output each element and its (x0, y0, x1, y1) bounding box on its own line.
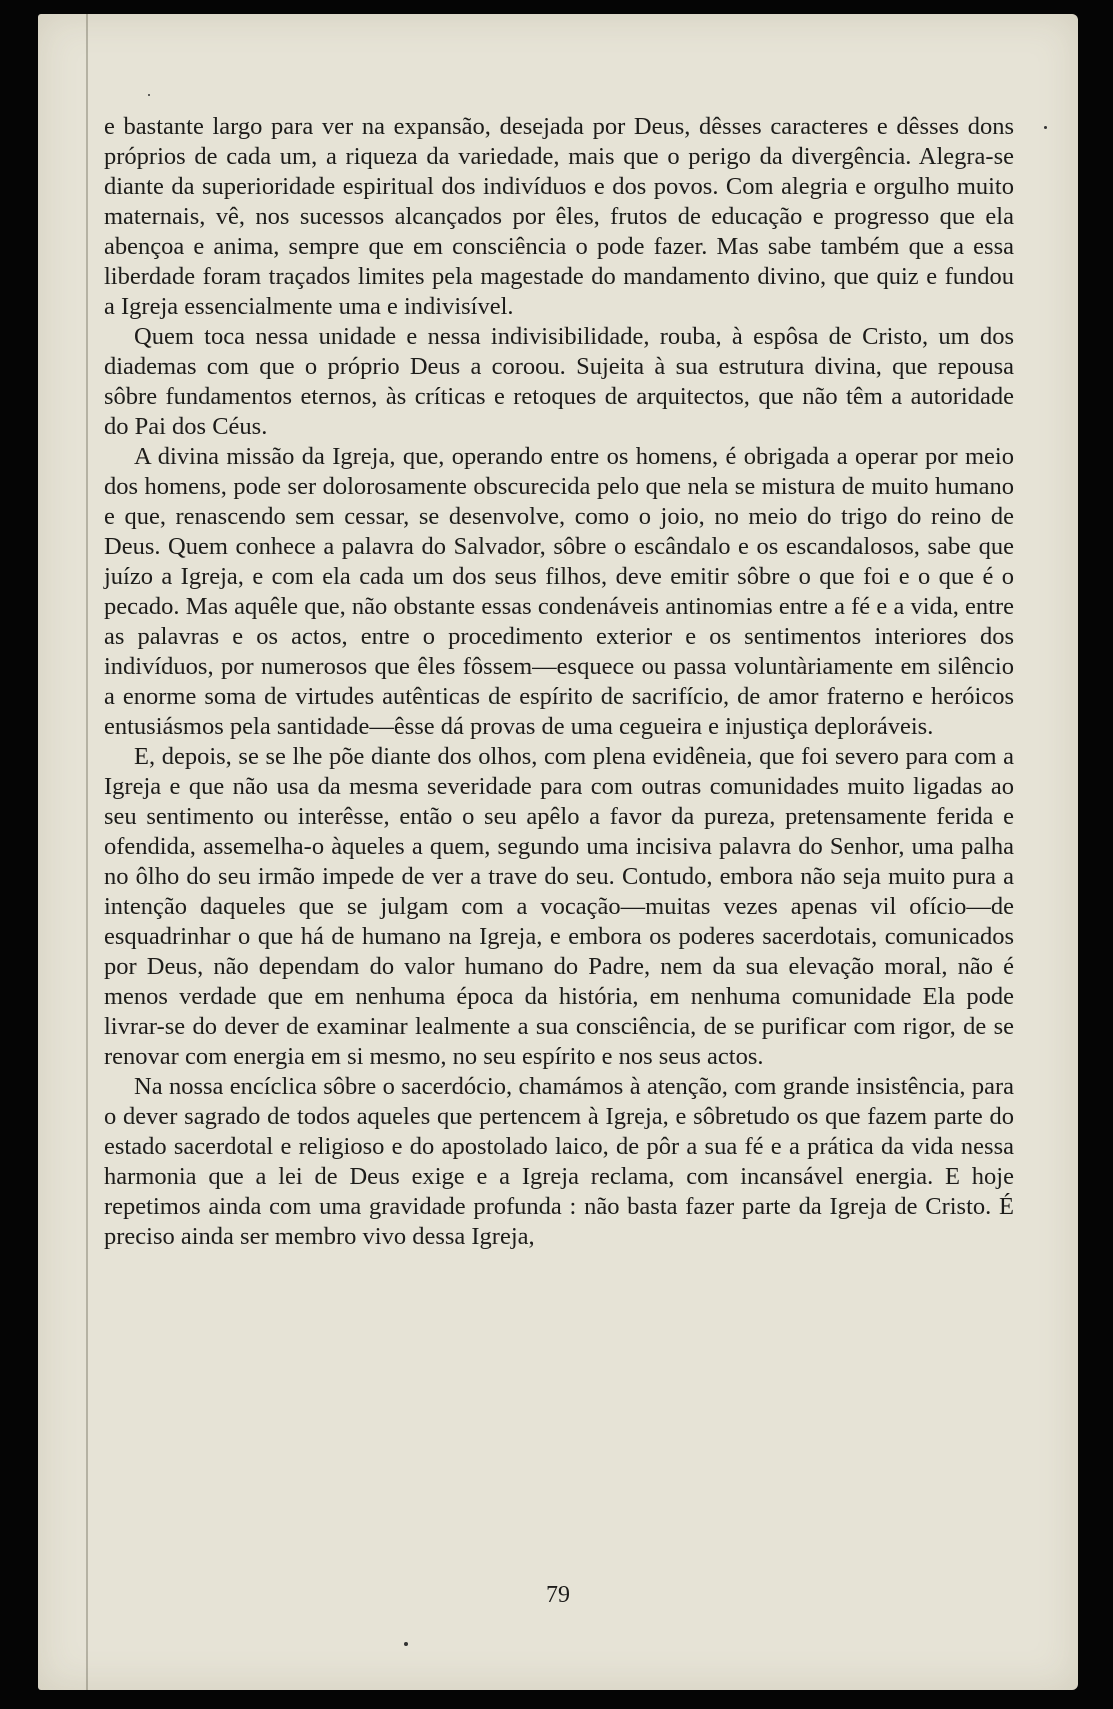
ink-speck (1044, 126, 1047, 129)
ink-speck (404, 1642, 408, 1646)
paragraph-4: E, depois, se se lhe põe diante dos olhos, com plena evidêneia, que foi severo para com a Igreja e que não usa da mesma severidade para com outras comunidades muito ligadas ao seu sentimento ou interêsse, então o seu apêlo a favor da pureza, pretensamente ferida e ofendida, assemelha-o àqueles a quem, segundo uma incisiva palavra do Senhor, uma palha no ôlho do seu irmão impede de ver a trave do seu. Contudo, embora não seja muito pura a intenção daqueles que se julgam com a vocação—muitas vezes apenas vil ofício—de esquadrinhar o que há de humano na Igreja, e embora os poderes sacerdotais, comunicados por Deus, não dependam do valor humano do Padre, nem da sua elevação moral, não é menos verdade que em nenhuma época da história, em nenhuma comunidade Ela pode livrar-se do dever de examinar lealmente a sua consciência, de se purificar com rigor, de se renovar com energia em si mesmo, no seu espírito e nos seus actos. (104, 743, 1014, 1070)
paragraph-3: A divina missão da Igreja, que, operando entre os homens, é obrigada a operar por meio dos homens, pode ser dolorosamente obscurecida pelo que nela se mistura de muito humano e que, renascendo sem cessar, se desenvolve, como o joio, no meio do trigo do reino de Deus. Quem conhece a palavra do Salvador, sôbre o escândalo e os escandalosos, sabe que juízo a Igreja, e com ela cada um dos seus filhos, deve emitir sôbre o que foi e o que é o pecado. Mas aquêle que, não obstante essas condenáveis antinomias entre a fé e a vida, entre as palavras e os actos, entre o procedimento exterior e os sentimentos interiores dos indivíduos, por numerosos que êles fôssem—esquece ou passa voluntàriamente em silêncio a enorme soma de virtudes autênticas de espírito de sacrifício, de amor fraterno e heróicos entusiásmos pela santidade—êsse dá provas de uma cegueira e injustiça deploráveis. (104, 443, 1014, 740)
page-number: 79 (546, 1582, 570, 1608)
body-text (104, 112, 1014, 1252)
paragraph-1: e bastante largo para ver na expansão, desejada por Deus, dêsses caracteres e dêsses dons próprios de cada um, a riqueza da variedade, mais que o perigo da divergência. Alegra-se diante da superioridade espiritual dos indivíduos e dos povos. Com alegria e orgulho muito maternais, vê, nos sucessos alcançados por êles, frutos de educação e progresso que ela abençoa e anima, sempre que em consciência o pode fazer. Mas sabe também que a essa liberdade foram traçados limites pela magestade do mandamento divino, que quiz e fundou a Igreja essencialmente uma e indivisível. (104, 113, 1014, 320)
paragraph-2: Quem toca nessa unidade e nessa indivisibilidade, rouba, à espôsa de Cristo, um dos diademas com que o próprio Deus a coroou. Sujeita à sua estrutura divina, que repousa sôbre fundamentos eternos, às críticas e retoques de arquitectos, que não têm a autoridade do Pai dos Céus. (104, 323, 1014, 440)
gutter-line (86, 14, 88, 1690)
paragraph-5: Na nossa encíclica sôbre o sacerdócio, chamámos à atenção, com grande insistência, para o dever sagrado de todos aqueles que pertencem à Igreja, e sôbretudo os que fazem parte do estado sacerdotal e religioso e do apostolado laico, de pôr a sua fé e a prática da vida nessa harmonia que a lei de Deus exige e a Igreja reclama, com incansável energia. E hoje repetimos ainda com uma gravidade profunda : não basta fazer parte da Igreja de Cristo. É preciso ainda ser membro vivo dessa Igreja, (104, 1073, 1014, 1250)
ink-speck (148, 94, 150, 96)
page-sheet (38, 14, 1078, 1690)
